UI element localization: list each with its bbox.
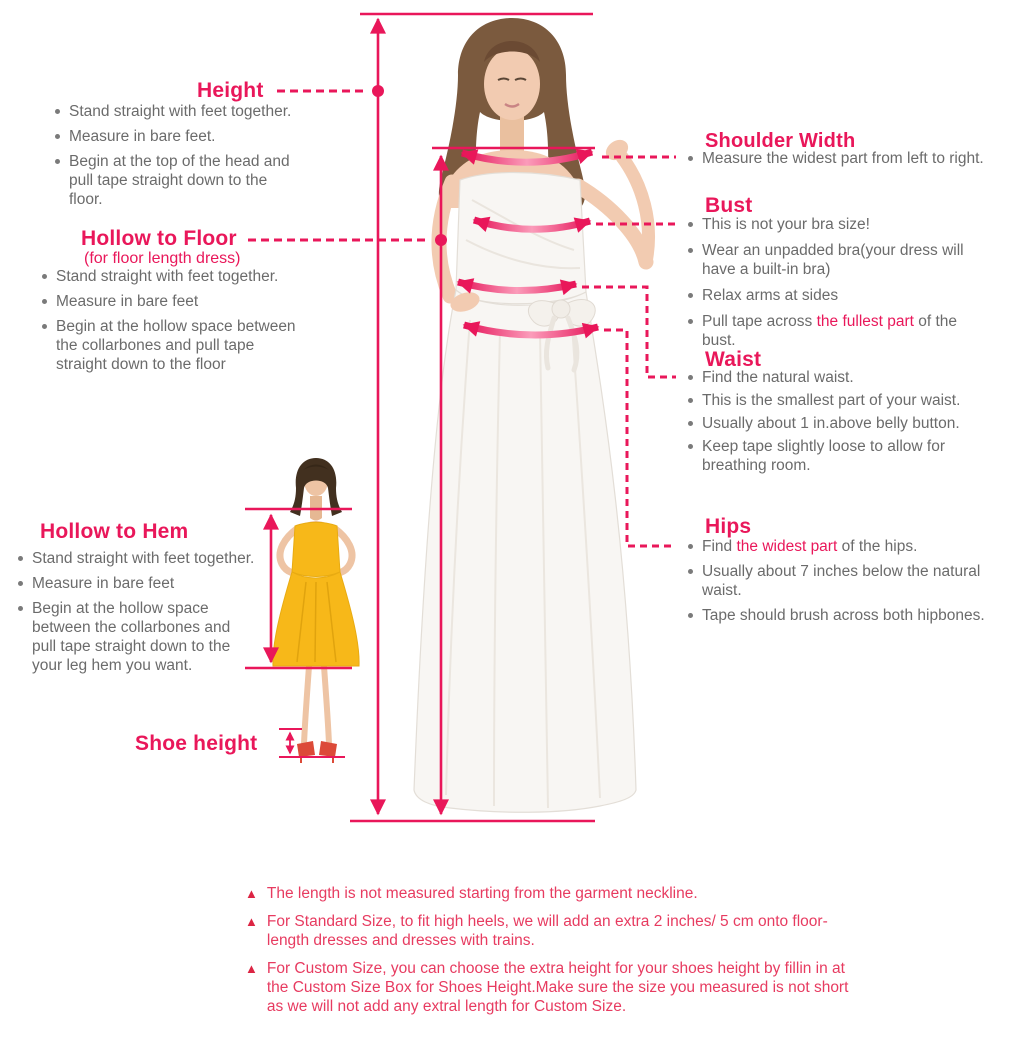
bust-bullets [688,215,988,350]
list-item [688,391,998,410]
bullet-dot [18,581,23,586]
bullet-text: Measure the widest part from left to right. [702,150,984,167]
list-item [42,267,298,286]
list-item [688,537,998,556]
height-bullets [55,102,303,209]
list-item [55,127,303,146]
warning-triangle-icon: ▲ [245,914,258,929]
bullet-text: Begin at the hollow space between the collarbones and pull tape straight down to the your leg hem you want. [32,600,231,674]
bullet-dot [688,375,693,380]
bullet-text-pre: Find [702,538,737,555]
bullet-dot [18,556,23,561]
bullet-text-post: of the hips. [837,538,918,555]
bullet-text: Usually about 7 inches below the natural waist. [702,563,981,599]
bullet-text: This is not your bra size! [702,216,870,233]
bullet-text: Measure in bare feet. [69,128,216,145]
note-item [245,959,852,1016]
bullet-dot [55,159,60,164]
bullet-text-highlight: the widest part [736,538,838,555]
note-text: The length is not measured starting from the garment neckline. [266,885,698,902]
bullet-text [702,537,917,556]
bullet-dot [55,109,60,114]
shoulder-width-title: Shoulder Width [705,130,856,152]
model-face [484,48,540,120]
bullet-dot [688,248,693,253]
bullet-dot [688,156,693,161]
list-item [688,562,998,600]
bullet-text: This is the smallest part of your waist. [702,392,961,409]
list-item [18,549,258,568]
small-model-legs [304,666,329,744]
hips-bullets [688,537,998,625]
bullet-text: Measure in bare feet [56,293,199,310]
warning-triangle-icon: ▲ [245,961,258,976]
bullet-text: Usually about 1 in.above belly button. [702,415,960,432]
list-item [688,215,988,234]
bullet-dot [688,569,693,574]
bullet-text: Stand straight with feet together. [56,268,279,285]
bullet-text: Measure in bare feet [32,575,175,592]
list-item [688,312,988,350]
list-item [688,241,988,279]
list-item [55,152,303,209]
bullet-text: Relax arms at sides [702,287,839,304]
note-item [245,884,852,903]
list-item [42,292,298,311]
list-item [18,599,258,675]
bullet-dot [688,613,693,618]
bullet-dot [688,319,693,324]
note-text: For Standard Size, to fit high heels, we will add an extra 2 inches/ 5 cm onto floor-length dresses and dresses with trains. [266,913,828,949]
hollow-to-hem-bullets [18,549,258,675]
bullet-text: Stand straight with feet together. [32,550,255,567]
bullet-text: Stand straight with feet together. [69,103,292,120]
list-item [688,368,998,387]
small-model-left-shoe [297,741,315,757]
waist-bullets [688,368,998,475]
warning-triangle-icon: ▲ [245,886,258,901]
bullet-dot [18,606,23,611]
bullet-text: Find the natural waist. [702,369,854,386]
bullet-dot [688,398,693,403]
height-connector-dot [372,85,384,97]
list-item [688,414,998,433]
bullet-text-pre: Pull tape across [702,313,817,330]
bullet-dot [688,444,693,449]
bust-title: Bust [705,194,753,217]
dress-bow-knot [552,300,570,318]
bullet-text [702,312,988,350]
bullet-text: Keep tape slightly loose to allow for breathing room. [702,438,945,474]
bullet-text: Begin at the hollow space between the collarbones and pull tape straight down to the floor [56,318,296,373]
bullet-dot [42,299,47,304]
bullet-text: Begin at the top of the head and pull tape straight down to the floor. [69,153,290,208]
shoulder-width-bullets [688,149,1008,168]
bullet-dot [688,544,693,549]
bullet-text-post: of the bust. [702,313,958,349]
list-item [688,606,998,625]
note-item [245,912,852,950]
list-item [55,102,303,121]
list-item [42,317,298,374]
list-item [688,437,998,475]
bullet-dot [688,222,693,227]
note-text: For Custom Size, you can choose the extra height for your shoes height by fillin in at the Custom Size Box for Shoes Height.Make sure the size you measured is not short as we will not add any extral length for Custom Size. [266,960,849,1015]
main-model-illustration [414,18,649,812]
list-item [18,574,258,593]
bullet-text: Tape should brush across both hipbones. [702,607,985,624]
hollow-to-floor-subtitle: (for floor length dress) [84,250,241,267]
bullet-dot [42,324,47,329]
hips-title: Hips [705,515,752,538]
hollow-to-floor-connector-dot [435,234,447,246]
hollow-to-hem-title: Hollow to Hem [40,520,189,543]
small-dress-bodice [292,522,340,576]
hollow-to-floor-bullets [42,267,298,374]
small-model-right-shoe [319,741,337,757]
notes-list [245,884,852,1016]
bullet-dot [688,293,693,298]
waist-title: Waist [705,348,762,371]
bullet-dot [688,421,693,426]
bullet-text: Wear an unpadded bra(your dress will have a built-in bra) [702,242,964,278]
bullet-text-highlight: the fullest part [816,313,914,330]
bullet-dot [42,274,47,279]
height-title: Height [197,79,264,102]
list-item [688,286,988,305]
bullet-dot [55,134,60,139]
small-model-illustration [273,458,359,763]
hollow-to-floor-title: Hollow to Floor [81,227,237,250]
shoe-height-title: Shoe height [135,732,258,755]
list-item [688,149,1008,168]
